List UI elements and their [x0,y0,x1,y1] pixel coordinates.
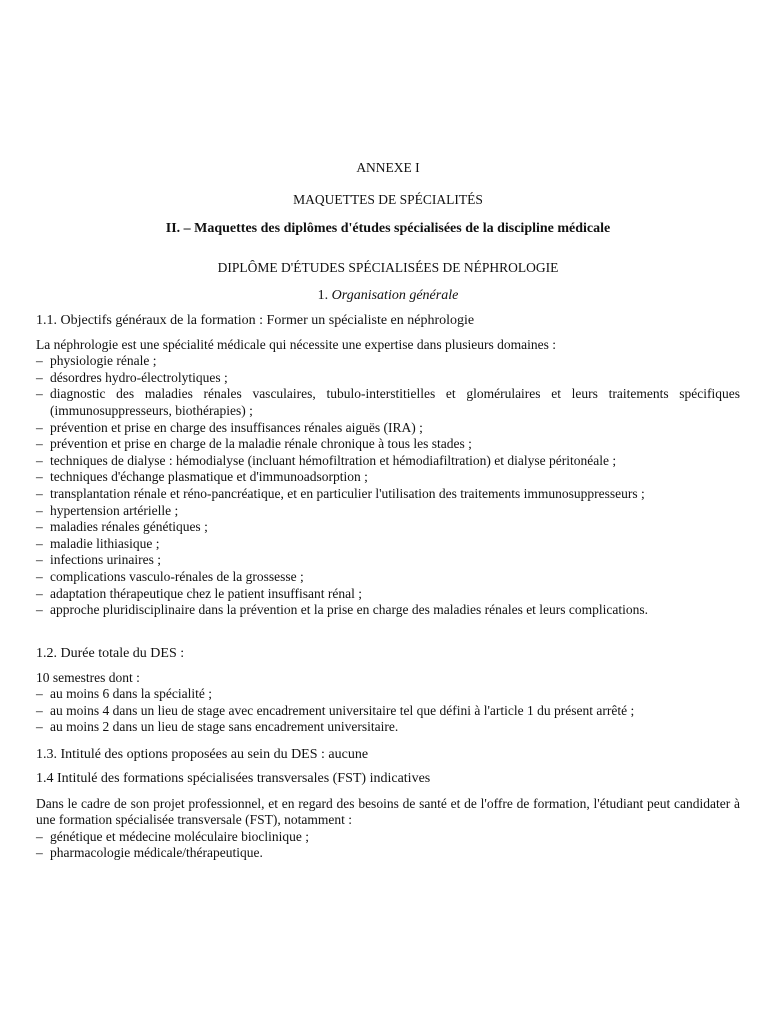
section-1-2-intro: 10 semestres dont : [36,669,140,685]
list-item: – diagnostic des maladies rénales vasculaires, tubulo-interstitielles et glomérulaires et leurs traitements spécifiques (immunosuppresseurs, biothérapies) ; [36,386,740,419]
part-title: II. – Maquettes des diplômes d'études spécialisées de la discipline médicale [165,221,611,236]
list-item: – pharmacologie médicale/thérapeutique. [36,845,740,862]
list-item: – au moins 6 dans la spécialité ; [36,686,740,703]
section-1-2-heading: 1.2. Durée totale du DES : [36,646,185,661]
list-item: – techniques d'échange plasmatique et d'immunoadsorption ; [36,469,740,486]
list-item: – génétique et médecine moléculaire bioclinique ; [36,829,740,846]
list-item: – maladies rénales génétiques ; [36,519,740,536]
list-item: – adaptation thérapeutique chez le patient insuffisant rénal ; [36,586,740,603]
list-item: – infections urinaires ; [36,552,740,569]
section-1-2-list [36,686,740,736]
section-1-4-heading: 1.4 Intitulé des formations spécialisées transversales (FST) indicatives [36,771,431,786]
section-1-1-intro: La néphrologie est une spécialité médicale qui nécessite une expertise dans plusieurs domaines : [36,336,556,352]
list-item: – physiologie rénale ; [36,353,740,370]
list-item: – complications vasculo-rénales de la grossesse ; [36,569,740,586]
annexe-title: ANNEXE I [356,160,420,175]
list-item: – hypertension artérielle ; [36,503,740,520]
section-1-3 [36,747,740,764]
section-1-4-intro: Dans le cadre de son projet professionnel, et en regard des besoins de santé et de l'offre de formation, l'étudiant peut candidater à une formation spécialisée transversale (FST), notamment : [36,795,740,828]
section-number: 1. [317,288,329,303]
diploma-title: DIPLÔME D'ÉTUDES SPÉCIALISÉES DE NÉPHROLOGIE [217,260,559,275]
list-item: – prévention et prise en charge des insuffisances rénales aiguës (IRA) ; [36,420,740,437]
section-1-1-heading: 1.1. Objectifs généraux de la formation : Former un spécialiste en néphrologie [36,313,475,328]
section-1-4-list [36,829,740,862]
list-item: – transplantation rénale et réno-pancréatique, et en particulier l'utilisation des traitements immunosuppresseurs ; [36,486,740,503]
list-item: – prévention et prise en charge de la maladie rénale chronique à tous les stades ; [36,436,740,453]
maquettes-title: MAQUETTES DE SPÉCIALITÉS [293,192,483,207]
list-item: – maladie lithiasique ; [36,536,740,553]
section-title [36,288,740,304]
section-1-4 [36,771,740,862]
list-item: – au moins 2 dans un lieu de stage sans encadrement universitaire. [36,719,740,736]
section-1-1-list [36,353,740,619]
list-item: – au moins 4 dans un lieu de stage avec encadrement universitaire tel que défini à l'article 1 du présent arrêté ; [36,703,740,720]
section-title-text: Organisation générale [331,288,459,303]
list-item: – approche pluridisciplinaire dans la prévention et la prise en charge des maladies rénales et leurs complications. [36,602,740,619]
list-item: – techniques de dialyse : hémodialyse (incluant hémofiltration et hémodiafiltration) et dialyse péritonéale ; [36,453,740,470]
section-1-1 [36,313,740,619]
section-1-2 [36,646,740,736]
list-item: – désordres hydro-électrolytiques ; [36,370,740,387]
section-1-3-heading: 1.3. Intitulé des options proposées au sein du DES : aucune [36,747,369,762]
